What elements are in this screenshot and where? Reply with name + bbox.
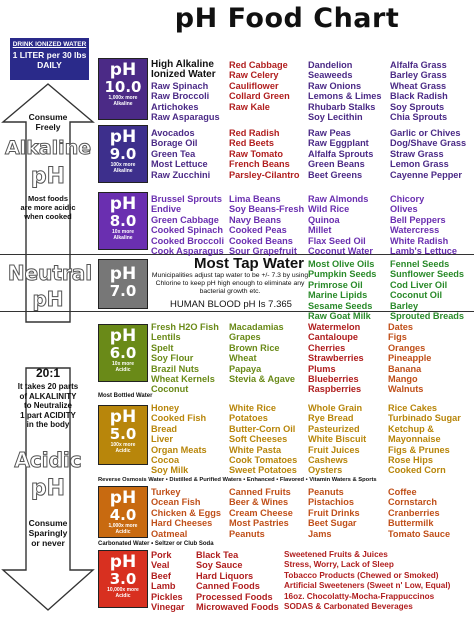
list-item: Fresh H2O Fish xyxy=(151,322,219,332)
ph5-badge xyxy=(98,405,148,465)
list-item: Soft Cheeses xyxy=(229,434,288,445)
ph10-col3 xyxy=(308,60,382,122)
list-item: Rose Hips xyxy=(388,455,433,466)
list-item: Barley xyxy=(390,300,419,311)
list-item: 7.0 xyxy=(109,282,137,300)
drink-line1: DRINK IONIZED WATER xyxy=(12,41,87,48)
ph8-col4 xyxy=(390,194,457,256)
ph4-col2 xyxy=(229,487,293,539)
list-item: Watermelon xyxy=(308,322,361,332)
list-item: Cornstarch xyxy=(388,497,438,508)
list-item: Soy Lecithin xyxy=(308,112,363,123)
ph10-badge xyxy=(98,58,148,120)
list-item: pH xyxy=(109,407,137,427)
ph4-col1 xyxy=(151,487,221,539)
list-item: Parsley-Cilantro xyxy=(229,169,300,180)
list-item: White Pasta xyxy=(229,444,282,455)
list-item: Black Tea xyxy=(196,550,239,560)
consume-sparingly-text: Consume Sparingly or never xyxy=(28,518,68,548)
list-item: Raw Asparagus xyxy=(151,112,220,123)
list-item: Soy Sauce xyxy=(196,560,243,571)
ph9-col1 xyxy=(151,128,210,180)
list-item: Watercress xyxy=(390,225,440,236)
list-item: 9.0 xyxy=(109,145,137,163)
list-item: Soy Flour xyxy=(151,353,194,364)
list-item: Garlic or Chives xyxy=(390,128,461,138)
list-item: Pickles xyxy=(151,591,183,602)
list-item: Mayonnaise xyxy=(388,434,441,445)
list-item: 1,000x more Acidic xyxy=(108,523,138,535)
list-item: 6.0 xyxy=(109,344,137,362)
list-item: 4.0 xyxy=(109,506,137,524)
list-item: Coconut Oil xyxy=(390,290,443,301)
ph10-col1 xyxy=(151,60,220,122)
list-item: Mango xyxy=(388,374,418,385)
list-item: Tomato Sauce xyxy=(388,528,451,539)
list-item: Cocoa xyxy=(151,455,180,466)
list-item: Chia Sprouts xyxy=(390,112,448,123)
list-item: Cook Asparagus xyxy=(151,246,224,257)
list-item: Cayenne Pepper xyxy=(390,169,462,180)
list-item: 100x more Alkaline xyxy=(110,162,136,174)
level-ph6 xyxy=(98,320,474,396)
acidic-label: Acidic xyxy=(14,448,82,472)
ph3-col3 xyxy=(284,550,450,612)
list-item: Soy Milk xyxy=(151,465,189,476)
page-title: pH Food Chart xyxy=(174,3,400,34)
list-item: 10x more Acidic xyxy=(112,361,134,373)
list-item: Dog/Shave Grass xyxy=(390,138,467,149)
ph6-col3 xyxy=(308,322,364,395)
list-item: Lemon Grass xyxy=(390,159,449,170)
list-item: Hard Cheeses xyxy=(151,518,213,529)
list-item: Green Beans xyxy=(308,159,365,170)
ph10-col2 xyxy=(229,60,290,112)
list-item: Pistachios xyxy=(308,497,354,508)
list-item: 10.0 xyxy=(104,78,142,96)
ph4-col3 xyxy=(308,487,360,539)
list-item: Dates xyxy=(388,322,414,332)
ph8-col3 xyxy=(308,194,373,256)
list-item: Flax Seed Oil xyxy=(308,235,366,246)
list-item: Raw Tomato xyxy=(229,148,283,159)
ph8-col2 xyxy=(229,194,304,256)
list-item: Papaya xyxy=(229,363,262,374)
drink-line2: 1 LITER per 30 lbs xyxy=(12,50,87,60)
list-item: Raw Onions xyxy=(308,80,362,91)
list-item: Raw Broccoli xyxy=(151,91,210,102)
list-item: Butter-Corn Oil xyxy=(229,423,296,434)
ph9-col4 xyxy=(390,128,466,180)
list-item: Raw Zucchini xyxy=(151,169,211,180)
ph7-col1 xyxy=(308,259,376,321)
list-item: 8.0 xyxy=(109,212,137,230)
list-item: Endive xyxy=(151,204,182,215)
list-item: Organ Meats xyxy=(151,444,207,455)
list-item: Artificial Sweeteners (Sweet n' Low, Equal) xyxy=(284,581,451,591)
drink-line3: DAILY xyxy=(37,60,62,70)
list-item: Dandelion xyxy=(308,60,353,70)
tap-water-title: Most Tap Water xyxy=(194,255,305,272)
list-item: Potatoes xyxy=(229,413,268,424)
list-item: Stress, Worry, Lack of Sleep xyxy=(284,560,394,570)
list-item: Sprouted Breads xyxy=(390,311,465,322)
list-item: pH xyxy=(109,552,137,572)
list-item: Ocean Fish xyxy=(151,497,201,508)
list-item: Cantaloupe xyxy=(308,332,359,343)
list-item: Pineapple xyxy=(388,353,432,364)
list-item: pH xyxy=(109,60,137,80)
list-item: Cashews xyxy=(308,455,348,466)
list-item: Oatmeal xyxy=(151,528,188,539)
list-item: Fruit Juices xyxy=(308,444,360,455)
list-item: Black Radish xyxy=(390,91,448,102)
ph3-col2 xyxy=(196,550,279,612)
ph7-badge xyxy=(98,259,148,309)
list-item: 3.0 xyxy=(109,570,137,588)
ph4-col4 xyxy=(388,487,450,539)
list-item: Cod Liver Oil xyxy=(390,279,448,290)
list-item: Ionized Water xyxy=(151,69,216,81)
list-item: 10x more Alkaline xyxy=(112,229,134,241)
list-item: Oranges xyxy=(388,342,426,353)
list-item: Raspberries xyxy=(308,384,362,395)
list-item: Green Cabbage xyxy=(151,214,219,225)
list-item: Figs xyxy=(388,332,407,343)
list-item: pH xyxy=(109,488,137,508)
list-item: Jams xyxy=(308,528,332,539)
ph5-col3 xyxy=(308,403,366,476)
level-ph4 xyxy=(98,486,474,542)
ratio-text: It takes 20 parts of ALKALINITY to Neutralize 1 part ACIDITY in the body xyxy=(17,382,79,429)
alkaline-label: Alkaline xyxy=(5,137,92,159)
list-item: 16oz. Chocolatty-Mocha-Frappuccinos xyxy=(284,591,435,601)
list-item: Canned Foods xyxy=(196,581,260,592)
list-item: Cherries xyxy=(308,342,346,353)
list-item: Raw Spinach xyxy=(151,80,209,91)
list-item: Oysters xyxy=(308,465,343,476)
list-item: Chicken & Eggs xyxy=(151,507,221,518)
ph6-col1 xyxy=(151,322,219,395)
list-item: Cooked Beans xyxy=(229,235,293,246)
list-item: Wheat xyxy=(229,353,257,364)
list-item: Tobacco Products (Chewed or Smoked) xyxy=(284,570,439,580)
list-item: Cooked Spinach xyxy=(151,225,223,236)
list-item: Cranberries xyxy=(388,507,440,518)
most-foods-text: Most foods are more acidic when cooked xyxy=(20,194,76,221)
list-item: Most Olive Oils xyxy=(308,259,375,269)
list-item: Beer & Wines xyxy=(229,497,289,508)
list-item: Pumpkin Seeds xyxy=(308,269,377,280)
list-item: Sweet Potatoes xyxy=(229,465,297,476)
header-carbonated-water: Carbonated Water • Seltzer or Club Soda xyxy=(98,541,214,547)
list-item: Alfalfa Grass xyxy=(390,60,447,70)
list-item: 10,000x more Acidic xyxy=(107,587,139,599)
level-ph8 xyxy=(98,190,474,257)
list-item: Millet xyxy=(308,225,332,236)
list-item: Artichokes xyxy=(151,101,199,112)
list-item: Raw Eggplant xyxy=(308,138,369,149)
ph8-badge xyxy=(98,192,148,250)
list-item: Vinegar xyxy=(151,602,185,613)
list-item: Honey xyxy=(151,403,180,413)
list-item: Cook Tomatoes xyxy=(229,455,298,466)
list-item: Raw Almonds xyxy=(308,194,369,204)
human-blood-text: HUMAN BLOOD pH Is 7.365 xyxy=(170,299,292,310)
list-item: Spelt xyxy=(151,342,174,353)
list-item: Buttermilk xyxy=(388,518,434,529)
list-item: Red Beets xyxy=(229,138,274,149)
ph6-col2 xyxy=(229,322,295,384)
list-item: French Beans xyxy=(229,159,290,170)
list-item: Coffee xyxy=(388,487,417,497)
list-item: 5.0 xyxy=(109,425,137,443)
list-item: Bread xyxy=(151,423,178,434)
list-item: Sour Grapefruit xyxy=(229,246,297,257)
list-item: Pork xyxy=(151,550,172,560)
list-item: Beet Sugar xyxy=(308,518,357,529)
list-item: Fennel Seeds xyxy=(390,259,450,269)
list-item: Quinoa xyxy=(308,214,340,225)
list-item: Ketchup & xyxy=(388,423,434,434)
list-item: Turkey xyxy=(151,487,181,497)
consume-freely-text: Consume Freely xyxy=(28,112,68,132)
list-item: White Rice xyxy=(229,403,276,413)
list-item: Cooked Peas xyxy=(229,225,287,236)
list-item: Peanuts xyxy=(229,528,265,539)
header-reverse-osmosis: Reverse Osmosis Water • Distilled & Purified Waters • Enhanced • Flavored • Vitamin Waters & Sports xyxy=(98,477,377,483)
list-item: Wheat Grass xyxy=(390,80,447,91)
ph6-badge xyxy=(98,324,148,382)
list-item: Fruit Drinks xyxy=(308,507,360,518)
level-ph7 xyxy=(98,255,474,322)
list-item: Strawberries xyxy=(308,353,364,364)
list-item: Cooked Broccoli xyxy=(151,235,225,246)
list-item: Most Lettuce xyxy=(151,159,208,170)
list-item: SODAS & Carbonated Beverages xyxy=(284,602,413,612)
ph7-col2 xyxy=(390,259,464,321)
ph5-col1 xyxy=(151,403,207,476)
list-item: Avocados xyxy=(151,128,195,138)
list-item: White Biscuit xyxy=(308,434,367,445)
tap-water-text: Municipalities adjust tap water to be +/- 7.3 by using Chlorine to keep pH high enough to eliminate any bacterial growth etc. xyxy=(151,272,309,295)
list-item: Plums xyxy=(308,363,336,374)
list-item: 1,000x more Alkaline xyxy=(108,95,138,107)
list-item: Lamb xyxy=(151,581,176,592)
list-item: Lamb's Lettuce xyxy=(390,246,458,257)
list-item: Microwaved Foods xyxy=(196,602,279,613)
neutral-ph-label: pH xyxy=(32,287,64,311)
list-item: pH xyxy=(109,326,137,346)
list-item: Cauliflower xyxy=(229,80,279,91)
list-item: pH xyxy=(109,127,137,147)
list-item: Rhubarb Stalks xyxy=(308,101,376,112)
ph10-col4 xyxy=(390,60,448,122)
ph5-col2 xyxy=(229,403,297,476)
list-item: Raw Peas xyxy=(308,128,351,138)
list-item: Collard Green xyxy=(229,91,290,102)
list-item: Beef xyxy=(151,570,171,581)
list-item: Marine Lipids xyxy=(308,290,368,301)
list-item: Walnuts xyxy=(388,384,424,395)
ph9-col3 xyxy=(308,128,373,180)
ratio-label: 20:1 xyxy=(35,366,61,380)
list-item: Red Cabbage xyxy=(229,60,288,70)
ph9-badge xyxy=(98,125,148,183)
header-bottled-water: Most Bottled Water xyxy=(98,393,153,399)
list-item: High Alkaline xyxy=(151,59,214,70)
list-item: Rice Cakes xyxy=(388,403,438,413)
list-item: Olives xyxy=(390,204,418,215)
list-item: Hard Liquors xyxy=(196,570,254,581)
list-item: Lima Beans xyxy=(229,194,281,204)
list-item: Green Tea xyxy=(151,148,196,159)
list-item: pH xyxy=(109,194,137,214)
list-item: Wild Rice xyxy=(308,204,350,215)
alkaline-ph-label: pH xyxy=(30,164,66,189)
list-item: Lemons & Limes xyxy=(308,91,382,102)
list-item: Soy Sprouts xyxy=(390,101,445,112)
list-item: Liver xyxy=(151,434,173,445)
list-item: Pasteurized xyxy=(308,423,360,434)
list-item: Beet Greens xyxy=(308,169,363,180)
list-item: Primrose Oil xyxy=(308,279,363,290)
list-item: Cooked Corn xyxy=(388,465,446,476)
list-item: Cooked Fish xyxy=(151,413,207,424)
ph9-col2 xyxy=(229,128,299,180)
list-item: Brazil Nuts xyxy=(151,363,199,374)
list-item: Canned Fruits xyxy=(229,487,291,497)
list-item: Raw Celery xyxy=(229,70,279,81)
list-item: Lentils xyxy=(151,332,181,343)
neutral-label: Neutral xyxy=(7,261,93,285)
list-item: Blueberries xyxy=(308,374,359,385)
list-item: 100x more Acidic xyxy=(110,442,136,454)
list-item: Sesame Seeds xyxy=(308,300,373,311)
level-ph9 xyxy=(98,125,474,187)
list-item: Sweetened Fruits & Juices xyxy=(284,550,388,559)
list-item: Veal xyxy=(151,560,170,571)
level-ph5 xyxy=(98,403,474,479)
list-item: Processed Foods xyxy=(196,591,273,602)
list-item: Wheat Kernels xyxy=(151,374,215,385)
list-item: Turbinado Sugar xyxy=(388,413,461,424)
ph3-col1 xyxy=(151,550,185,612)
level-ph10 xyxy=(98,58,474,122)
list-item: Coconut xyxy=(151,384,189,395)
ph4-badge xyxy=(98,486,148,538)
list-item: Seaweeds xyxy=(308,70,353,81)
ph6-col4 xyxy=(388,322,431,395)
level-ph3 xyxy=(98,550,474,616)
list-item: Soy Beans-Fresh xyxy=(229,204,305,215)
list-item: Most Pastries xyxy=(229,518,289,529)
list-item: Brussel Sprouts xyxy=(151,194,222,204)
list-item: Brown Rice xyxy=(229,342,280,353)
list-item: Macadamias xyxy=(229,322,284,332)
acidic-ph-label: pH xyxy=(30,476,66,501)
list-item: Grapes xyxy=(229,332,261,343)
list-item: Chicory xyxy=(390,194,425,204)
list-item: Coconut Water xyxy=(308,246,373,257)
list-item: White Radish xyxy=(390,235,449,246)
list-item: Navy Beans xyxy=(229,214,282,225)
list-item: Figs & Prunes xyxy=(388,444,450,455)
ph8-col1 xyxy=(151,194,224,256)
list-item: Peanuts xyxy=(308,487,344,497)
list-item: Whole Grain xyxy=(308,403,363,413)
ph3-badge xyxy=(98,550,148,608)
drink-water-box xyxy=(10,38,89,80)
list-item: Barley Grass xyxy=(390,70,447,81)
list-item: Bell Peppers xyxy=(390,214,446,225)
list-item: Raw Kale xyxy=(229,101,270,112)
list-item: Rye Bread xyxy=(308,413,354,424)
list-item: Banana xyxy=(388,363,422,374)
list-item: Cream Cheese xyxy=(229,507,293,518)
list-item: Stevia & Agave xyxy=(229,374,296,385)
list-item: Red Radish xyxy=(229,128,280,138)
list-item: Raw Goat Milk xyxy=(308,311,371,322)
list-item: Straw Grass xyxy=(390,148,444,159)
list-item: Borage Oil xyxy=(151,138,198,149)
list-item: Sunflower Seeds xyxy=(390,269,465,280)
list-item: Alfalfa Sprouts xyxy=(308,148,374,159)
ph5-col4 xyxy=(388,403,461,476)
list-item: pH xyxy=(109,264,137,284)
